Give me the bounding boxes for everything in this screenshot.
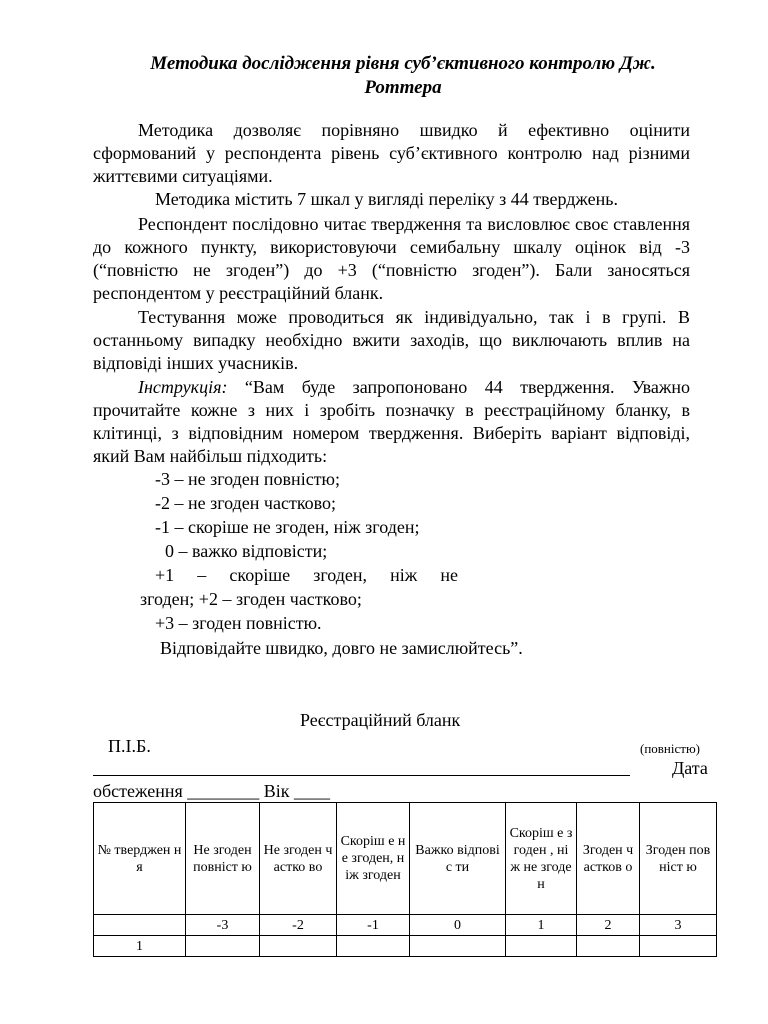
pib-label: П.І.Б.	[108, 736, 151, 756]
option-minus-3: -3 – не згоден повністю;	[155, 469, 340, 489]
score-cell	[94, 915, 186, 936]
table-cell[interactable]	[640, 936, 717, 957]
table-cell: 1	[94, 936, 186, 957]
option-zero: 0 – важко відповісти;	[165, 541, 328, 561]
score-cell: 3	[640, 915, 717, 936]
score-cell: 2	[577, 915, 640, 936]
instruction-label: Інструкція:	[138, 377, 228, 397]
option-plus-1: +1 – скоріше згоден, ніж не	[155, 565, 458, 585]
option-minus-1: -1 – скоріше не згоден, ніж згоден;	[155, 517, 420, 537]
table-score-row	[94, 915, 717, 936]
full-name-note: (повністю)	[640, 741, 700, 756]
exam-age-line: обстеження ________ Вік ____	[93, 781, 330, 801]
table-cell[interactable]	[577, 936, 640, 957]
header-cell: Згоден повніст ю	[640, 803, 717, 915]
closing-text: Відповідайте швидко, довго не замислюйтесь”.	[160, 638, 523, 658]
respondent-paragraph: Респондент послідовно читає твердження та висловлює своє ставлення до кожного пункту, використовуючи семибальну шкалу оцінок від -3 (“повністю не згоден”) до +3 (“повністю згоден”). Бали заносяться респондентом у реєстраційний бланк.	[93, 214, 690, 303]
score-cell: 0	[410, 915, 506, 936]
registration-table	[93, 802, 717, 957]
option-plus-2: згоден; +2 – згоден частково;	[140, 589, 362, 609]
instruction-paragraph	[93, 376, 690, 468]
testing-paragraph: Тестування може проводиться як індивідуально, так і в групі. В останньому випадку необхідно вжити заходів, що виключають вплив на відповіді інших учасників.	[93, 307, 690, 373]
header-cell: Скоріш е не згоден, ніж згоден	[337, 803, 410, 915]
option-minus-2: -2 – не згоден частково;	[155, 493, 337, 513]
scales-paragraph: Методика містить 7 шкал у вигляді переліку з 44 тверджень.	[155, 189, 618, 209]
name-line	[93, 775, 630, 776]
date-label: Дата	[672, 758, 708, 778]
option-plus-3: +3 – згоден повністю.	[155, 613, 322, 633]
table-cell[interactable]	[186, 936, 260, 957]
header-cell: Важко відповіс ти	[410, 803, 506, 915]
instruction-text: “Вам буде запропоновано 44 твердження. Уважно прочитайте кожне з них і зробіть позначку в реєстраційному бланку, в клітинці, з відповідним номером твердження. Виберіть варіант відповіді, який Вам найбільш підходить:	[93, 377, 690, 466]
page-title: Методика дослідження рівня суб’єктивного контролю Дж. Роттера	[150, 53, 656, 98]
table-cell[interactable]	[410, 936, 506, 957]
table-cell[interactable]	[506, 936, 577, 957]
score-cell: -3	[186, 915, 260, 936]
table-header-row	[94, 803, 717, 915]
score-cell: -1	[337, 915, 410, 936]
header-cell: Не згоден повніст ю	[186, 803, 260, 915]
score-cell: 1	[506, 915, 577, 936]
form-title: Реєстраційний бланк	[300, 710, 461, 730]
intro-paragraph: Методика дозволяє порівняно швидко й ефективно оцінити сформований у респондента рівень суб’єктивного контролю над різними життєвими ситуаціями.	[93, 120, 690, 186]
header-cell: № тверджен ня	[94, 803, 186, 915]
header-cell: Скоріш е згоден , ніж не згоден	[506, 803, 577, 915]
table-row	[94, 936, 717, 957]
table-cell[interactable]	[260, 936, 337, 957]
table-cell[interactable]	[337, 936, 410, 957]
score-cell: -2	[260, 915, 337, 936]
header-cell: Не згоден частко во	[260, 803, 337, 915]
header-cell: Згоден частков о	[577, 803, 640, 915]
